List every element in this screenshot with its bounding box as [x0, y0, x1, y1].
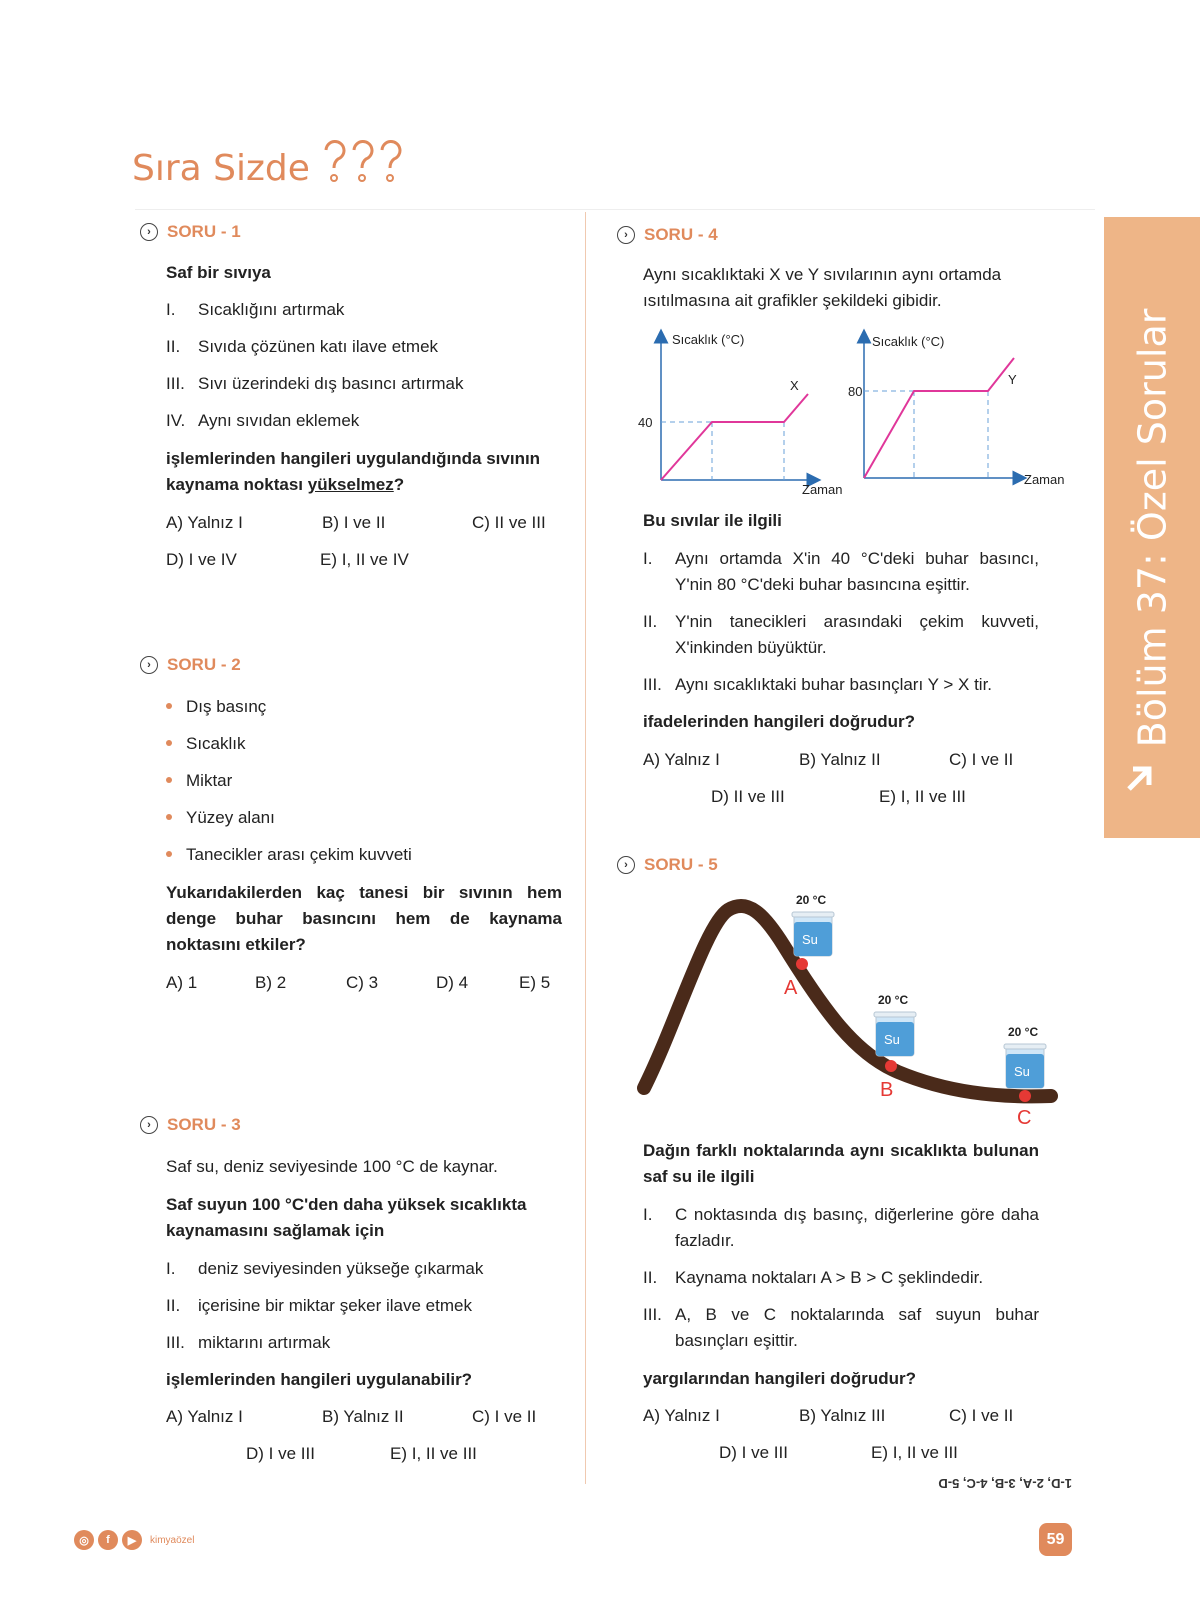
q4-item-2: II. Y'nin tanecikleri arasındaki çekim kuvveti, X'inkinden büyüktür.	[643, 612, 1039, 657]
chevron-right-icon: ›	[617, 856, 635, 874]
q1-option-c[interactable]: C) II ve III	[472, 513, 546, 532]
q5-option-b[interactable]: B) Yalnız III	[799, 1406, 886, 1425]
header-rule	[135, 209, 1095, 210]
q5-option-a[interactable]: A) Yalnız I	[643, 1406, 720, 1425]
q5-ask: yargılarından hangileri doğrudur?	[643, 1369, 916, 1388]
graph-x-tick-40: 40	[638, 415, 653, 430]
point-c-marker	[1019, 1090, 1031, 1102]
social-links	[74, 1530, 194, 1550]
su-label-c: Su	[1014, 1064, 1030, 1079]
q3-heading-label: SORU - 3	[167, 1115, 241, 1134]
q2-bullet-4: Yüzey alanı	[166, 805, 275, 831]
q4-option-b[interactable]: B) Yalnız II	[799, 750, 881, 769]
q3-heading	[140, 1115, 241, 1135]
q4-intro: Aynı sıcaklıktaki X ve Y sıvılarının aynı ortamda ısıtılmasına ait grafikler şekildeki gibidir.	[643, 265, 1002, 310]
chevron-right-icon: ›	[140, 223, 158, 241]
page-number: 59	[1039, 1523, 1072, 1556]
chevron-right-icon: ›	[140, 656, 158, 674]
q3-option-a[interactable]: A) Yalnız I	[166, 1407, 243, 1426]
q4-option-c[interactable]: C) I ve II	[949, 750, 1014, 769]
q1-intro: Saf bir sıvıya	[166, 263, 271, 282]
side-tab-label: Bölüm 37: Özel Sorular	[1130, 308, 1174, 747]
q1-option-e[interactable]: E) I, II ve IV	[320, 550, 409, 569]
q5-option-e[interactable]: E) I, II ve III	[871, 1443, 958, 1462]
q2-heading	[140, 655, 241, 675]
q4-ask: ifadelerinden hangileri doğrudur?	[643, 712, 916, 731]
q2-bullet-2: Sıcaklık	[166, 731, 246, 757]
graph-y-series-label: Y	[1008, 372, 1017, 387]
mountain-diagram	[636, 884, 1066, 1134]
q3-option-e[interactable]: E) I, II ve III	[390, 1444, 477, 1463]
q2-heading-label: SORU - 2	[167, 655, 241, 674]
q5-option-c[interactable]: C) I ve II	[949, 1406, 1014, 1425]
point-c-label: C	[1017, 1107, 1032, 1129]
q1-heading-label: SORU - 1	[167, 222, 241, 241]
q4-option-d[interactable]: D) II ve III	[711, 787, 785, 806]
q3-intro: Saf su, deniz seviyesinde 100 °C de kaynar.	[166, 1157, 498, 1176]
q4-option-a[interactable]: A) Yalnız I	[643, 750, 720, 769]
question-marks-icon	[320, 136, 410, 192]
graph-x-line	[661, 394, 808, 480]
side-tab-label-wrap	[1104, 217, 1200, 838]
point-a-label: A	[784, 977, 798, 999]
q5-item-1: I. C noktasında dış basınç, diğerlerine göre daha fazladır.	[643, 1205, 1039, 1250]
chevron-right-icon: ›	[140, 1116, 158, 1134]
q1-item-1: I. Sıcaklığını artırmak	[166, 300, 345, 319]
q2-option-e[interactable]: E) 5	[519, 973, 551, 992]
su-label-a: Su	[802, 932, 818, 947]
q5-heading	[617, 855, 718, 875]
graph-x-xlabel: Zaman	[802, 482, 843, 497]
q4-item-1: I. Aynı ortamda X'in 40 °C'deki buhar basıncı, Y'nin 80 °C'deki buhar basıncına eşittir.	[643, 549, 1039, 594]
q3-item-2: II. içerisine bir miktar şeker ilave etmek	[166, 1296, 472, 1315]
q4-heading-label: SORU - 4	[644, 225, 718, 244]
chevron-right-icon: ›	[617, 226, 635, 244]
column-divider	[585, 212, 586, 1484]
graph-x-series-label: X	[790, 378, 799, 393]
graph-x-ylabel: Sıcaklık (°C)	[672, 332, 745, 347]
graph-y-tick-80: 80	[848, 384, 863, 399]
q3-option-d[interactable]: D) I ve III	[246, 1444, 315, 1463]
q1-item-2: II. Sıvıda çözünen katı ilave etmek	[166, 337, 439, 356]
graph-y	[836, 326, 1076, 496]
q5-item-3: III. A, B ve C noktalarında saf suyun buhar basınçları eşittir.	[643, 1305, 1039, 1350]
temp-label-b: 20 °C	[878, 993, 909, 1007]
q1-option-d[interactable]: D) I ve IV	[166, 550, 237, 569]
q1-item-4: IV. Aynı sıvıdan eklemek	[166, 411, 360, 430]
point-b-label: B	[880, 1079, 894, 1101]
q3-ask: işlemlerinden hangileri uygulanabilir?	[166, 1370, 473, 1389]
answer-key: 1-D, 2-A, 3-B, 4-C, 5-D	[938, 1476, 1072, 1491]
q2-bullet-1: Dış basınç	[166, 694, 266, 720]
q2-option-b[interactable]: B) 2	[255, 973, 287, 992]
graph-x	[636, 326, 843, 497]
q2-option-d[interactable]: D) 4	[436, 973, 469, 992]
point-a-marker	[796, 958, 808, 970]
q5-intro: Dağın farklı noktalarında aynı sıcaklıkta bulunan saf su ile ilgili	[643, 1141, 1039, 1186]
q1-question: işlemlerinden hangileri uygulandığında sıvının kaynama noktası yükselmez?	[166, 449, 541, 494]
social-handle: kimyaözel	[150, 1534, 195, 1546]
q4-sub: Bu sıvılar ile ilgili	[643, 511, 782, 530]
q3-question: Saf suyun 100 °C'den daha yüksek sıcaklıkta kaynamasını sağlamak için	[166, 1195, 527, 1240]
q1-option-a[interactable]: A) Yalnız I	[166, 513, 243, 532]
temp-label-a: 20 °C	[796, 893, 827, 907]
q4-heading	[617, 225, 718, 245]
page-title: Sıra Sizde	[132, 148, 310, 189]
q2-bullet-5: Tanecikler arası çekim kuvveti	[166, 842, 412, 868]
youtube-icon[interactable]: ▶	[122, 1530, 142, 1550]
facebook-icon[interactable]: f	[98, 1530, 118, 1550]
graph-y-ylabel: Sıcaklık (°C)	[872, 334, 945, 349]
point-b-marker	[885, 1060, 897, 1072]
q1-heading	[140, 222, 241, 242]
q2-option-c[interactable]: C) 3	[346, 973, 379, 992]
q3-option-c[interactable]: C) I ve II	[472, 1407, 537, 1426]
su-label-b: Su	[884, 1032, 900, 1047]
q3-item-1: I. deniz seviyesinden yükseğe çıkarmak	[166, 1259, 484, 1278]
q2-option-a[interactable]: A) 1	[166, 973, 198, 992]
q5-option-d[interactable]: D) I ve III	[719, 1443, 788, 1462]
temp-label-c: 20 °C	[1008, 1025, 1039, 1039]
q4-option-e[interactable]: E) I, II ve III	[879, 787, 966, 806]
graph-y-xlabel: Zaman	[1024, 472, 1065, 487]
q4-item-3: III. Aynı sıcaklıktaki buhar basınçları Y > X tir.	[643, 675, 993, 694]
q2-question: Yukarıdakilerden kaç tanesi bir sıvının hem denge buhar basıncını hem de kaynama noktasını etkiler?	[166, 883, 562, 954]
q1-item-3: III. Sıvı üzerindeki dış basıncı artırmak	[166, 374, 464, 393]
q3-item-3: III. miktarını artırmak	[166, 1333, 331, 1352]
graph-y-line	[864, 358, 1014, 478]
q5-heading-label: SORU - 5	[644, 855, 718, 874]
q3-option-b[interactable]: B) Yalnız II	[322, 1407, 404, 1426]
instagram-icon[interactable]: ◎	[74, 1530, 94, 1550]
arrow-up-right-icon	[1125, 763, 1155, 793]
q2-bullet-3: Miktar	[166, 768, 232, 794]
mountain-slope	[644, 906, 1051, 1096]
q5-item-2: II. Kaynama noktaları A > B > C şeklindedir.	[643, 1268, 984, 1287]
q1-option-b[interactable]: B) I ve II	[322, 513, 386, 532]
